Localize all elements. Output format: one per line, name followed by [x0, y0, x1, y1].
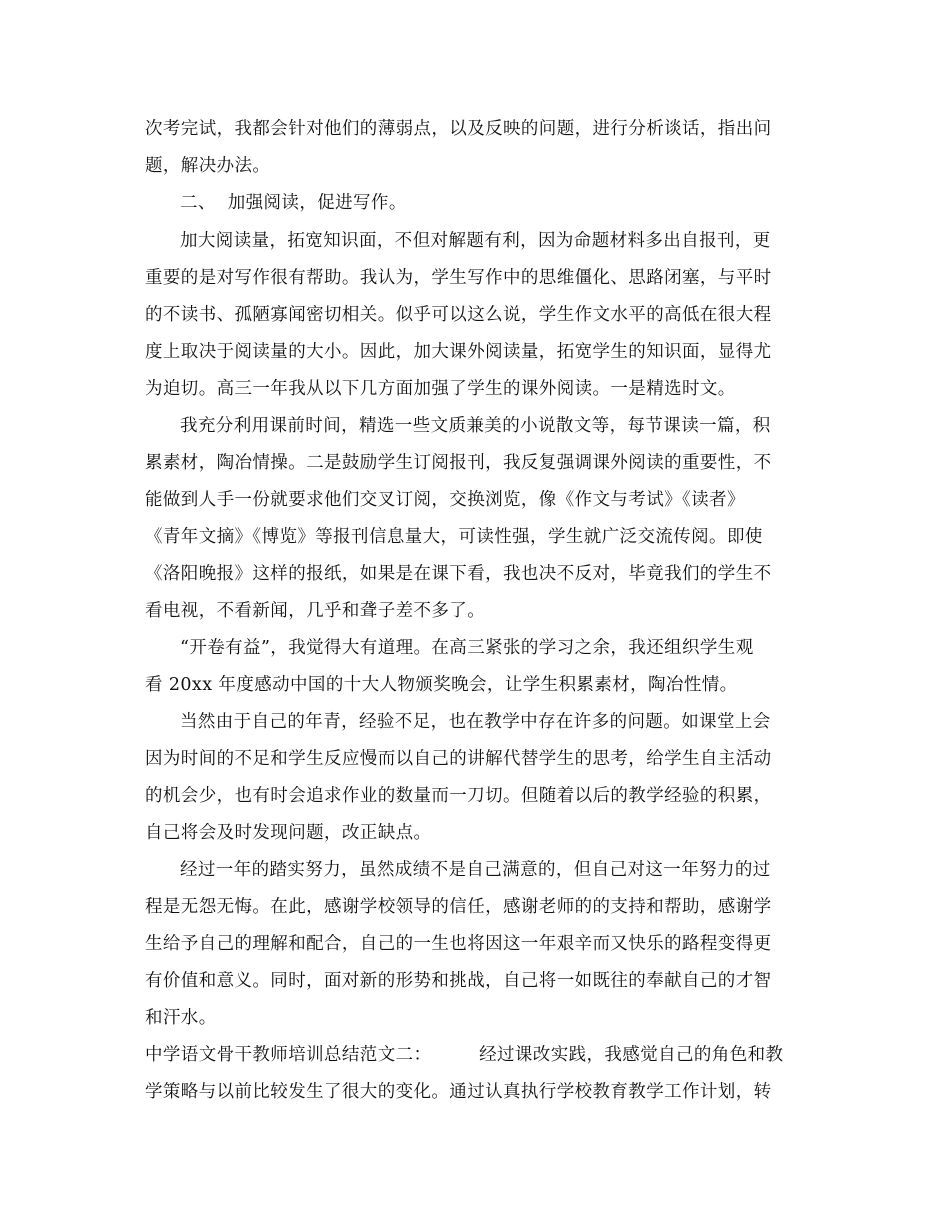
text-line: 学策略与以前比较发生了很大的变化。通过认真执行学校教育教学工作计划，转	[145, 1082, 772, 1102]
text-line: 看电视，不看新闻，几乎和聋子差不多了。	[145, 601, 486, 621]
text-line: 看 20xx 年度感动中国的十大人物颁奖晚会，让学生积累素材，陶冶性情。	[145, 675, 738, 695]
text-line: 题，解决办法。	[145, 156, 271, 176]
text-line: 经过一年的踏实努力，虽然成绩不是自己满意的，但自己对这一年努力的过	[180, 860, 771, 880]
text-line: 能做到人手一份就要求他们交叉订阅，交换浏览，像《作文与考试》《读者》	[145, 490, 745, 510]
text-line: 的不读书、孤陋寡闻密切相关。似乎可以这么说，学生作文水平的高低在很大程	[145, 305, 772, 325]
text-line: 《青年文摘》《博览》等报刊信息量大，可读性强，学生就广泛交流传阅。即使	[145, 527, 763, 547]
text-line: 生给予自己的理解和配合，自己的一生也将因这一年艰辛而又快乐的路程变得更	[145, 934, 772, 954]
text-line: 累素材，陶冶情操。二是鼓励学生订阅报刊，我反复强调课外阅读的重要性，不	[145, 453, 772, 473]
text-line: 为迫切。高三一年我从以下几方面加强了学生的课外阅读。一是精选时文。	[145, 379, 736, 399]
text-line: 次考完试，我都会针对他们的薄弱点，以及反映的问题，进行分析谈话，指出问	[145, 119, 772, 139]
text-line: 我充分利用课前时间，精选一些文质兼美的小说散文等，每节课读一篇，积	[180, 416, 771, 436]
text-line: 和汗水。	[145, 1008, 217, 1028]
text-line: 度上取决于阅读量的大小。因此，加大课外阅读量，拓宽学生的知识面，显得尤	[145, 342, 772, 362]
text-line: “开卷有益”，我觉得大有道理。在高三紧张的学习之余，我还组织学生观	[180, 638, 754, 658]
text-line: 有价值和意义。同时，面对新的形势和挑战，自己将一如既往的奉献自己的才智	[145, 971, 772, 991]
text-line: 加大阅读量，拓宽知识面，不但对解题有利，因为命题材料多出自报刊，更	[180, 231, 771, 251]
text-line: 的机会少，也有时会追求作业的数量而一刀切。但随着以后的教学经验的积累，	[145, 786, 772, 806]
text-line: 程是无怨无悔。在此，感谢学校领导的信任，感谢老师的的支持和帮助，感谢学	[145, 897, 772, 917]
section-heading: 二、 加强阅读，促进写作。	[180, 193, 407, 213]
text-line: 因为时间的不足和学生反应慢而以自己的讲解代替学生的思考，给学生自主活动	[145, 749, 772, 769]
text-line: 当然由于自己的年青，经验不足，也在教学中存在许多的问题。如课堂上会	[180, 712, 771, 732]
text-line: 《洛阳晚报》这样的报纸，如果是在课下看，我也决不反对，毕竟我们的学生不	[145, 564, 772, 584]
text-line: 中学语文骨干教师培训总结范文二： 经过课改实践，我感觉自己的角色和教	[145, 1045, 784, 1065]
text-line: 自己将会及时发现问题，改正缺点。	[145, 823, 432, 843]
text-line: 重要的是对写作很有帮助。我认为，学生写作中的思维僵化、思路闭塞，与平时	[145, 268, 772, 288]
